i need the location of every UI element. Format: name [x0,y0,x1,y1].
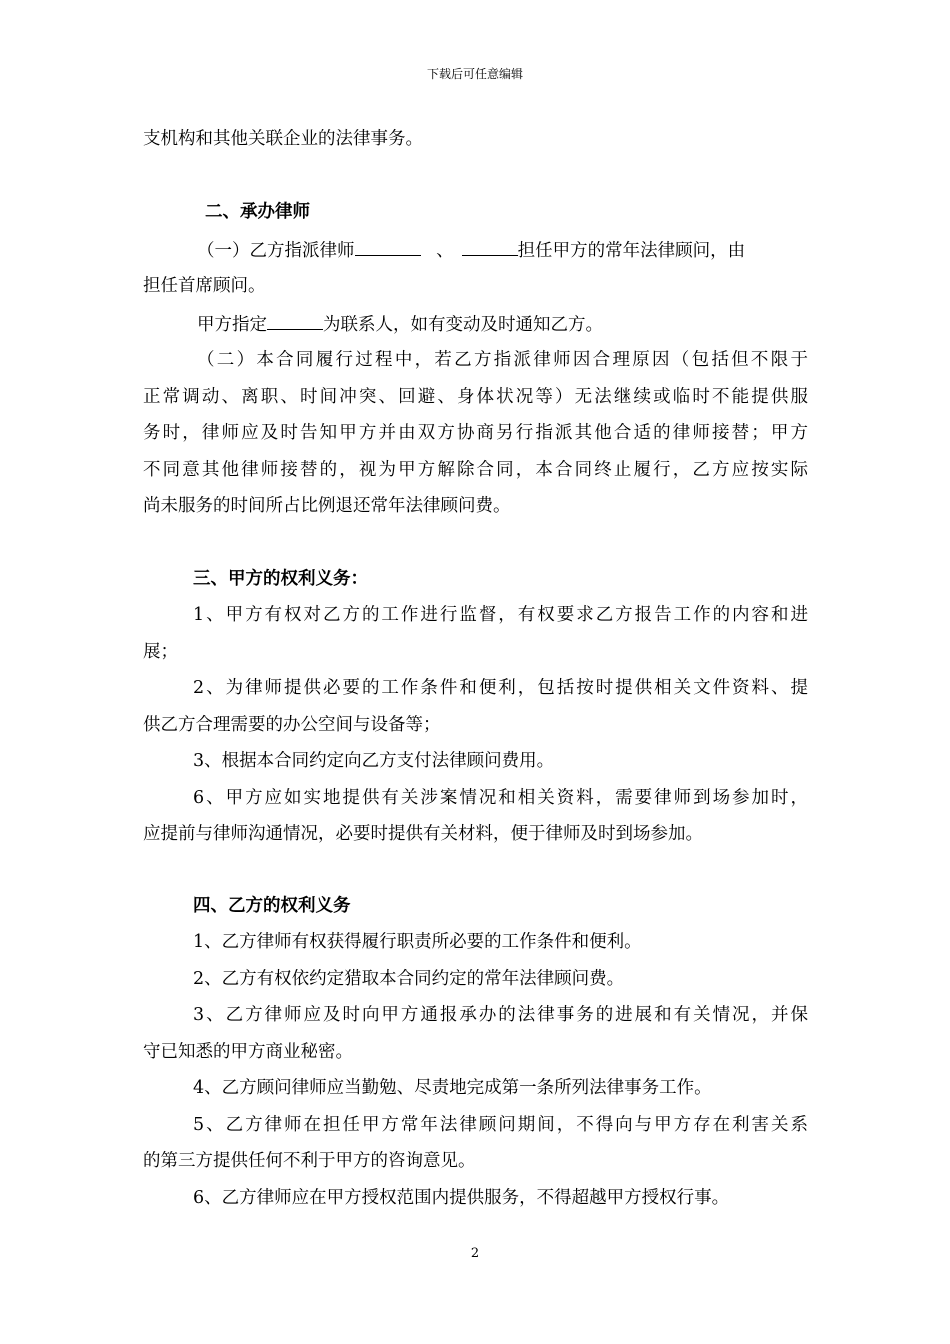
list-item: 6、乙方律师应在甲方授权范围内提供服务，不得超越甲方授权行事。 [193,1188,730,1208]
list-item-continuation: 应提前与律师沟通情况，必要时提供有关材料，便于律师及时到场参加。 [143,824,703,844]
paragraph-line: 不同意其他律师接替的，视为甲方解除合同，本合同终止履行，乙方应按实际 [143,460,808,480]
paragraph-line: （二）本合同履行过程中，若乙方指派律师因合理原因（包括但不限于 [197,350,808,370]
paragraph-line: 尚未服务的时间所占比例退还常年法律顾问费。 [143,496,511,516]
list-item-continuation: 守已知悉的甲方商业秘密。 [143,1042,353,1062]
list-item: 5、乙方律师在担任甲方常年法律顾问期间，不得向与甲方存在利害关系 [193,1115,808,1135]
paragraph-line: 务时，律师应及时告知甲方并由双方协商另行指派其他合适的律师接替；甲方 [143,423,808,443]
paragraph-line [197,311,862,337]
fill-blank [267,311,323,330]
page-number: 2 [470,1246,480,1261]
list-item: 2、为律师提供必要的工作条件和便利，包括按时提供相关文件资料、提 [193,678,808,698]
list-item: 1、甲方有权对乙方的工作进行监督，有权要求乙方报告工作的内容和进 [193,605,808,625]
paragraph-line [197,237,808,263]
list-item: 1、乙方律师有权获得履行职责所必要的工作条件和便利。 [193,932,642,952]
text-segment: 担任甲方的常年法律顾问，由 [517,241,746,261]
paragraph-line: 正常调动、离职、时间冲突、回避、身体状况等）无法继续或临时不能提供服 [143,387,808,407]
list-item: 3、根据本合同约定向乙方支付法律顾问费用。 [193,751,555,771]
section-heading: 二、承办律师 [205,202,310,222]
list-item-continuation: 的第三方提供任何不利于甲方的咨询意见。 [143,1151,476,1171]
text-segment: 为联系人，如有变动及时通知乙方。 [323,315,603,335]
fill-blank [355,237,421,256]
list-item-continuation: 展； [143,642,178,662]
section-heading: 四、乙方的权利义务 [193,896,351,916]
list-item-continuation: 供乙方合理需要的办公空间与设备等； [143,715,441,735]
fill-blank [462,237,518,256]
list-item: 3、乙方律师应及时向甲方通报承办的法律事务的进展和有关情况，并保 [193,1005,808,1025]
paragraph-line: 担任首席顾问。 [143,276,266,296]
list-item: 4、乙方顾问律师应当勤勉、尽责地完成第一条所列法律事务工作。 [193,1078,712,1098]
paragraph-line: 支机构和其他关联企业的法律事务。 [143,129,423,149]
section-heading: 三、甲方的权利义务： [193,569,368,589]
text-segment: （一）乙方指派律师 [197,241,355,261]
list-item: 6、甲方应如实地提供有关涉案情况和相关资料，需要律师到场参加时， [193,788,808,808]
text-segment: 甲方指定 [197,315,267,335]
page-header: 下载后可任意编辑 [426,67,523,81]
list-item: 2、乙方有权依约定猎取本合同约定的常年法律顾问费。 [193,969,625,989]
text-segment: 、 [436,241,454,261]
